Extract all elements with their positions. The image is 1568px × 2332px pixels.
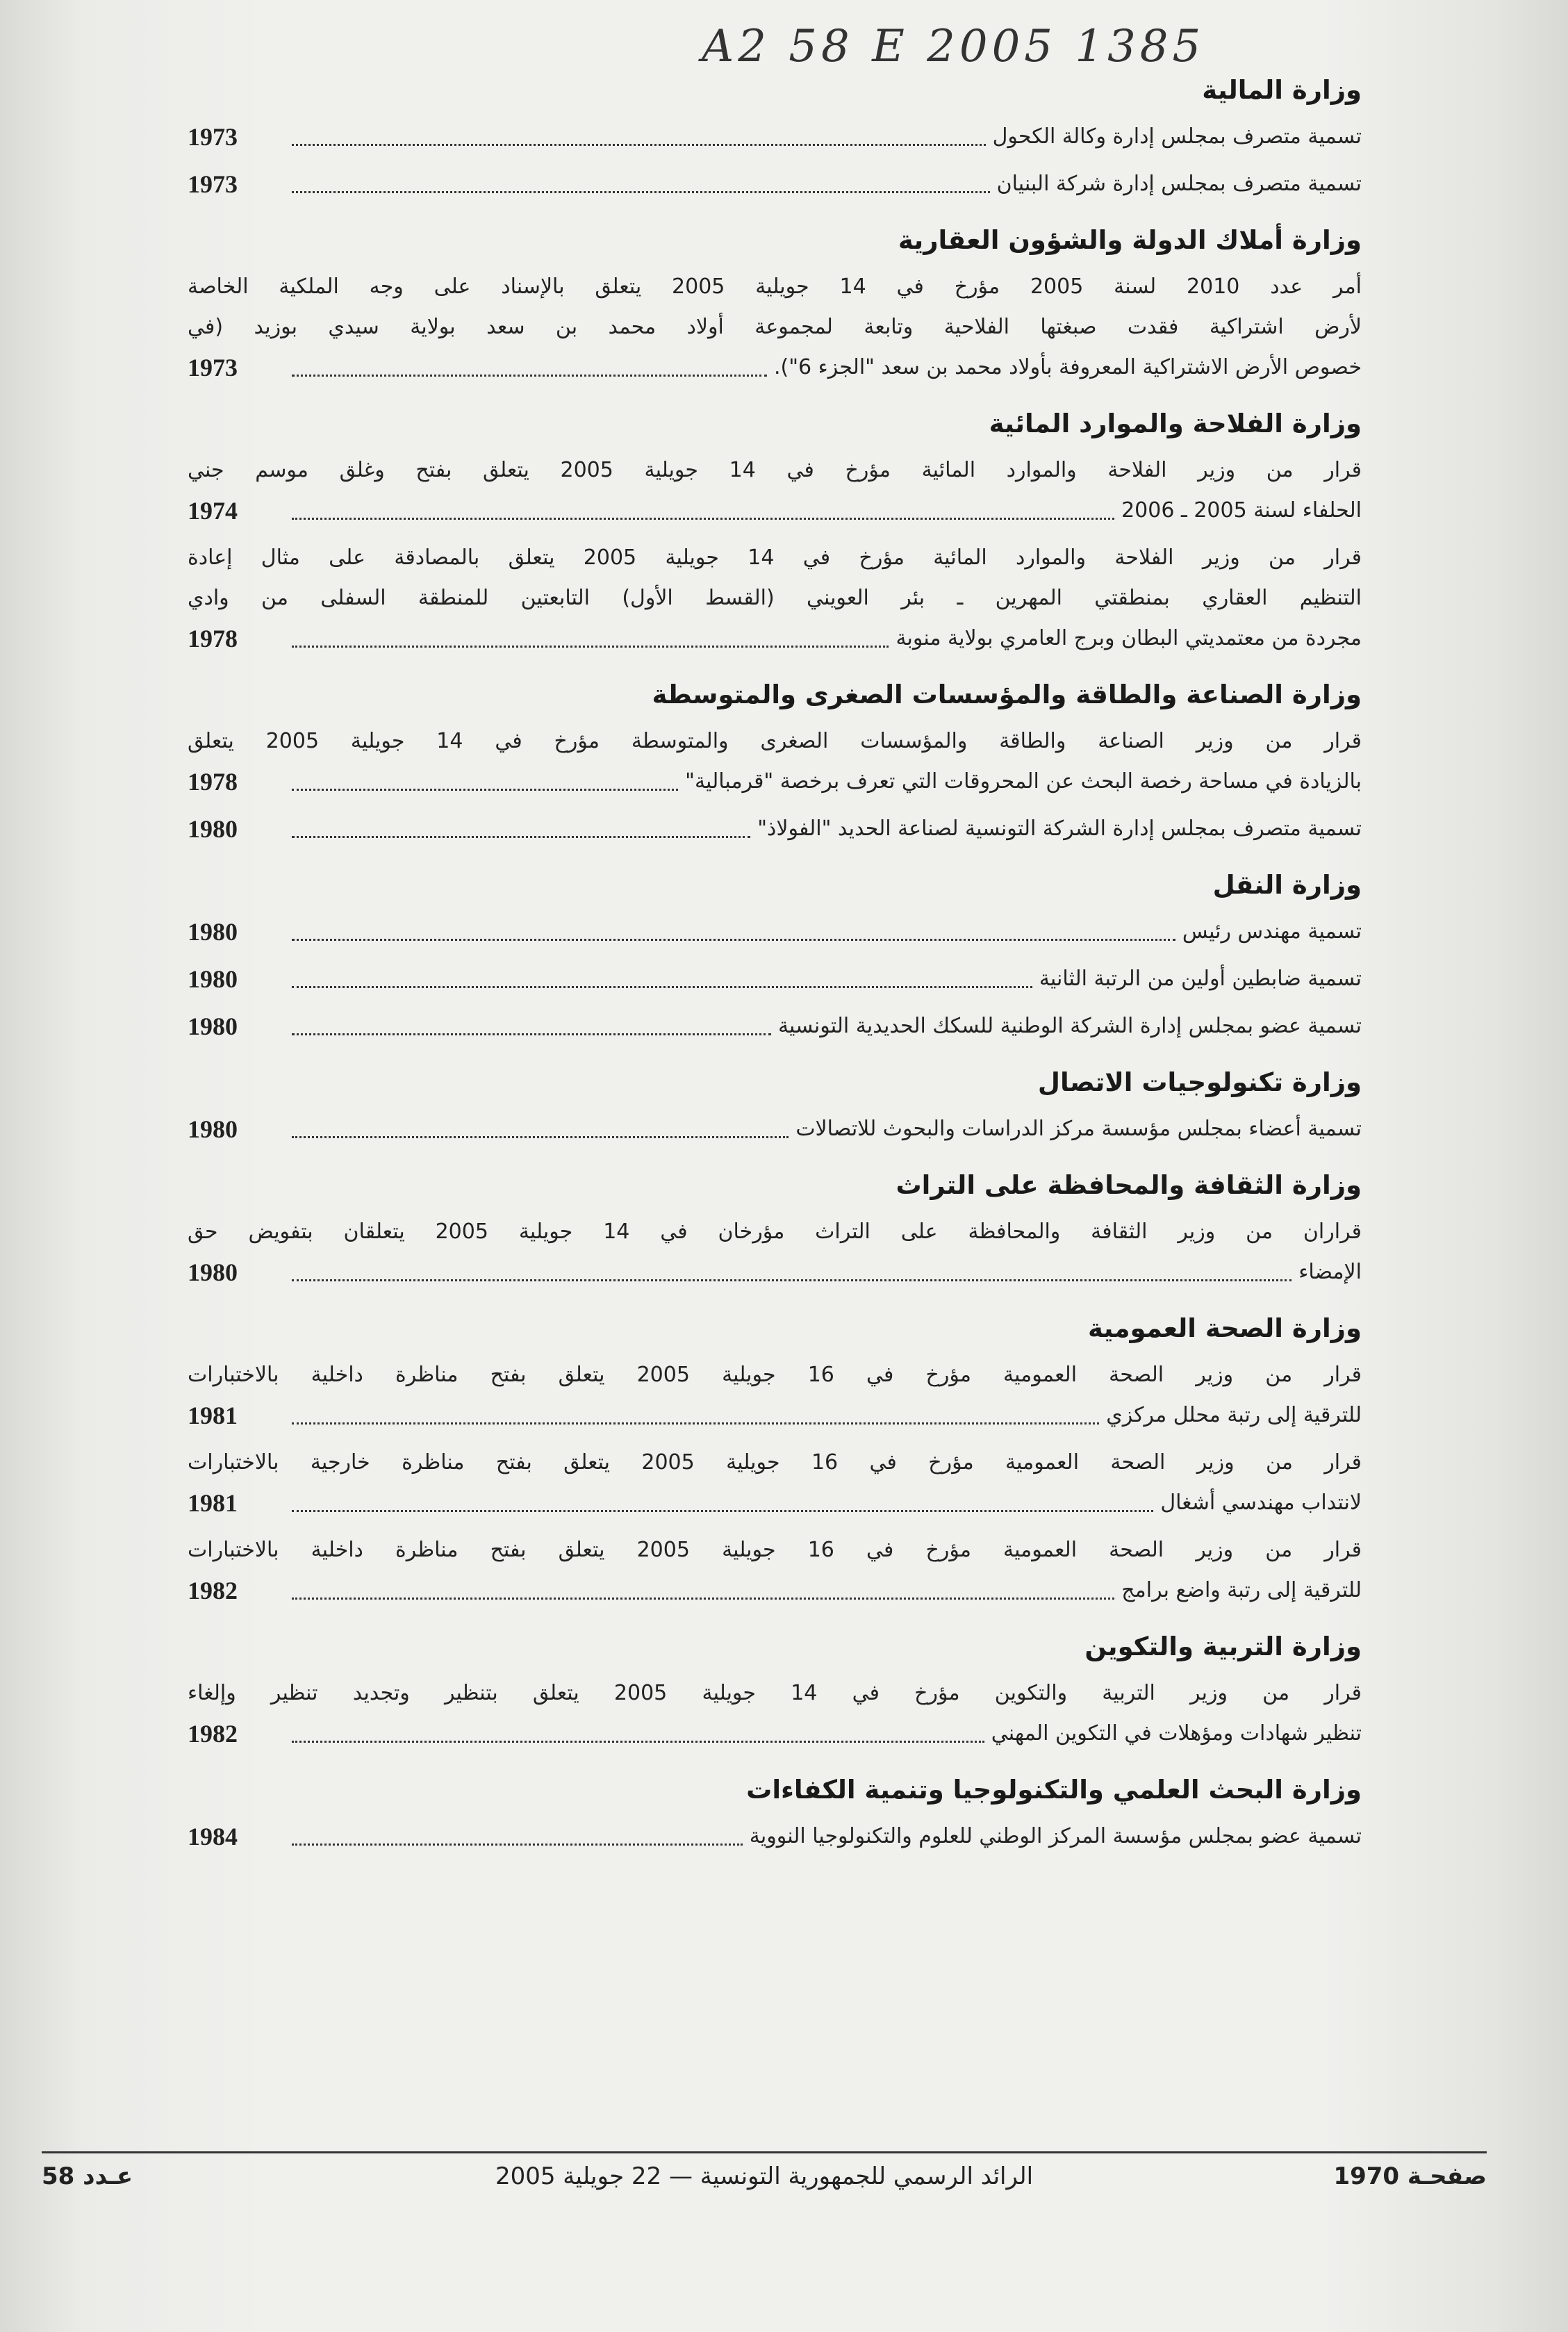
- entry-text-line: تسمية ضابطين أولين من الرتبة الثانية: [1039, 967, 1362, 991]
- footer-journal-title: الرائد الرسمي للجمهورية التونسية — 22 جويلية 2005: [495, 2162, 1034, 2190]
- entry-last-line: [188, 1252, 1362, 1292]
- entry-text-line: تسمية مهندس رئيس: [1182, 919, 1362, 944]
- entry-text-line: قرار من وزير الصحة العمومية مؤرخ في 16 جويلية 2005 يتعلق بفتح مناظرة خارجية بالاختبارات: [188, 1450, 1362, 1475]
- entry-page-number[interactable]: 1973: [188, 170, 238, 198]
- toc-entry[interactable]: [188, 809, 1362, 849]
- entry-page-number[interactable]: 1984: [188, 1823, 238, 1850]
- entry-last-line: [188, 959, 1362, 999]
- entry-last-line: [188, 117, 1362, 157]
- section-title: وزارة البحث العلمي والتكنولوجيا وتنمية الكفاءات: [746, 1775, 1362, 1805]
- toc-entry[interactable]: [188, 1212, 1362, 1292]
- toc-entry[interactable]: [188, 450, 1362, 531]
- dot-leader: [292, 1136, 789, 1138]
- entry-text-line: بالزيادة في مساحة رخصة البحث عن المحروقات التي تعرف برخصة "قرمبالية": [685, 769, 1362, 794]
- entry-page-number[interactable]: 1980: [188, 1115, 238, 1143]
- dot-leader: [292, 1279, 1291, 1281]
- entry-last-line: [188, 618, 1362, 659]
- entry-text-line: خصوص الأرض الاشتراكية المعروفة بأولاد محمد بن سعد "الجزء 6").: [773, 355, 1362, 379]
- dot-leader: [292, 518, 1114, 520]
- table-of-contents: [188, 69, 1362, 1864]
- toc-entry[interactable]: [188, 164, 1362, 204]
- section-title: وزارة الثقافة والمحافظة على التراث: [896, 1170, 1362, 1200]
- footer-issue-number: عـدد 58: [42, 2162, 133, 2190]
- entry-text-line: قرار من وزير الفلاحة والموارد المائية مؤرخ في 14 جويلية 2005 يتعلق بالمصادقة على مثال إعادة: [188, 545, 1362, 570]
- dot-leader: [292, 1422, 1099, 1424]
- entry-text-line: قرار من وزير الصناعة والطاقة والمؤسسات الصغرى والمتوسطة مؤرخ في 14 جويلية 2005 يتعلق: [188, 729, 1362, 753]
- dot-leader: [292, 789, 678, 791]
- entry-text-line: قراران من وزير الثقافة والمحافظة على التراث مؤرخان في 14 جويلية 2005 يتعلقان بتفويض حق: [188, 1220, 1362, 1244]
- toc-entry[interactable]: [188, 721, 1362, 802]
- dot-leader: [292, 1844, 743, 1846]
- entry-text-line: قرار من وزير الفلاحة والموارد المائية مؤرخ في 14 جويلية 2005 يتعلق بفتح وغلق موسم جني: [188, 458, 1362, 482]
- entry-page-number[interactable]: 1973: [188, 354, 238, 381]
- entry-page-number[interactable]: 1978: [188, 625, 238, 652]
- entry-text-line: تسمية متصرف بمجلس إدارة شركة البنيان: [996, 172, 1362, 196]
- toc-entry[interactable]: [188, 267, 1362, 388]
- toc-entry[interactable]: [188, 1355, 1362, 1436]
- page-footer: [42, 2162, 1487, 2204]
- entry-text-line: تسمية عضو بمجلس إدارة الشركة الوطنية للسكك الحديدية التونسية: [777, 1014, 1362, 1038]
- entry-text-line: قرار من وزير الصحة العمومية مؤرخ في 16 جويلية 2005 يتعلق بفتح مناظرة داخلية بالاختبارات: [188, 1538, 1362, 1562]
- entry-page-number[interactable]: 1980: [188, 1258, 238, 1286]
- entry-last-line: [188, 1006, 1362, 1046]
- dot-leader: [292, 939, 1175, 941]
- dot-leader: [292, 1033, 771, 1035]
- entry-text-line: مجردة من معتمديتي البطان وبرج العامري بولاية منوبة: [896, 626, 1362, 650]
- entry-last-line: [188, 1483, 1362, 1523]
- entry-text-line: تنظير شهادات ومؤهلات في التكوين المهني: [991, 1721, 1362, 1746]
- toc-entry[interactable]: [188, 538, 1362, 659]
- entry-last-line: [188, 762, 1362, 802]
- entry-page-number[interactable]: 1974: [188, 497, 238, 525]
- entry-page-number[interactable]: 1982: [188, 1577, 238, 1604]
- section-title: وزارة الصناعة والطاقة والمؤسسات الصغرى والمتوسطة: [652, 680, 1362, 709]
- dot-leader: [292, 1741, 984, 1743]
- section-title: وزارة أملاك الدولة والشؤون العقارية: [898, 225, 1362, 255]
- entry-text-line: لانتداب مهندسي أشغال: [1160, 1491, 1362, 1515]
- toc-entry[interactable]: [188, 959, 1362, 999]
- toc-entry[interactable]: [188, 1530, 1362, 1611]
- entry-last-line: [188, 164, 1362, 204]
- toc-entry[interactable]: [188, 1006, 1362, 1046]
- handwritten-archive-note: A2 58 E 2005 1385: [702, 21, 1205, 72]
- dot-leader: [292, 191, 990, 193]
- dot-leader: [292, 986, 1032, 988]
- entry-text-line: تسمية متصرف بمجلس إدارة وكالة الكحول: [992, 124, 1362, 149]
- entry-page-number[interactable]: 1978: [188, 768, 238, 796]
- dot-leader: [292, 1510, 1153, 1512]
- entry-last-line: [188, 491, 1362, 531]
- dot-leader: [292, 144, 986, 146]
- entry-page-number[interactable]: 1980: [188, 918, 238, 946]
- entry-last-line: [188, 809, 1362, 849]
- entry-last-line: [188, 1816, 1362, 1857]
- entry-text-line: تسمية عضو بمجلس مؤسسة المركز الوطني للعلوم والتكنولوجيا النووية: [749, 1824, 1362, 1848]
- section-title: وزارة النقل: [1212, 870, 1362, 900]
- entry-last-line: [188, 912, 1362, 952]
- section-title: وزارة الصحة العمومية: [1088, 1313, 1362, 1343]
- entry-text-line: الحلفاء لسنة 2005 ـ 2006: [1121, 498, 1362, 523]
- dot-leader: [292, 375, 767, 377]
- section-title: وزارة تكنولوجيات الاتصال: [1037, 1067, 1362, 1097]
- entry-text-line: الإمضاء: [1298, 1260, 1362, 1284]
- dot-leader: [292, 1598, 1114, 1600]
- toc-entry[interactable]: [188, 912, 1362, 952]
- section-title: وزارة الفلاحة والموارد المائية: [989, 409, 1362, 438]
- entry-text-line: قرار من وزير التربية والتكوين مؤرخ في 14 جويلية 2005 يتعلق بتنظير وتجديد تنظير وإلغاء: [188, 1681, 1362, 1705]
- entry-text-line: تسمية متصرف بمجلس إدارة الشركة التونسية لصناعة الحديد "الفولاذ": [757, 816, 1362, 841]
- entry-page-number[interactable]: 1980: [188, 815, 238, 843]
- section-title: وزارة التربية والتكوين: [1084, 1632, 1362, 1661]
- entry-last-line: [188, 1395, 1362, 1436]
- entry-last-line: [188, 1109, 1362, 1149]
- entry-page-number[interactable]: 1981: [188, 1489, 238, 1517]
- entry-text-line: تسمية أعضاء بمجلس مؤسسة مركز الدراسات والبحوث للاتصالات: [795, 1117, 1362, 1141]
- section-title: وزارة المالية: [1202, 75, 1362, 105]
- entry-text-line: التنظيم العقاري بمنطقتي المهرين ـ بئر العويني (القسط الأول) التابعتين للمنطقة السفلى من وادي: [188, 586, 1362, 610]
- entry-text-line: قرار من وزير الصحة العمومية مؤرخ في 16 جويلية 2005 يتعلق بفتح مناظرة داخلية بالاختبارات: [188, 1363, 1362, 1387]
- footer-divider: [42, 2151, 1487, 2153]
- entry-text-line: لأرض اشتراكية فقدت صبغتها الفلاحية وتابعة لمجموعة أولاد محمد بن سعد بولاية سيدي بوزيد (في: [188, 315, 1362, 339]
- entry-text-line: للترقية إلى رتبة محلل مركزي: [1106, 1403, 1362, 1427]
- footer-page-number: صفحـة 1970: [1333, 2162, 1487, 2190]
- toc-entry[interactable]: [188, 1816, 1362, 1857]
- toc-entry[interactable]: [188, 1109, 1362, 1149]
- dot-leader: [292, 646, 889, 648]
- entry-last-line: [188, 1714, 1362, 1754]
- entry-text-line: للترقية إلى رتبة واضع برامج: [1121, 1578, 1362, 1602]
- toc-entry[interactable]: [188, 1443, 1362, 1523]
- dot-leader: [292, 836, 750, 838]
- entry-page-number[interactable]: 1973: [188, 123, 238, 151]
- entry-page-number[interactable]: 1981: [188, 1402, 238, 1429]
- entry-page-number[interactable]: 1980: [188, 965, 238, 993]
- toc-entry[interactable]: [188, 117, 1362, 157]
- entry-last-line: [188, 347, 1362, 388]
- entry-page-number[interactable]: 1980: [188, 1012, 238, 1040]
- entry-page-number[interactable]: 1982: [188, 1720, 238, 1748]
- entry-text-line: أمر عدد 2010 لسنة 2005 مؤرخ في 14 جويلية 2005 يتعلق بالإسناد على وجه الملكية الخاصة: [188, 274, 1362, 299]
- entry-last-line: [188, 1570, 1362, 1611]
- toc-entry[interactable]: [188, 1673, 1362, 1754]
